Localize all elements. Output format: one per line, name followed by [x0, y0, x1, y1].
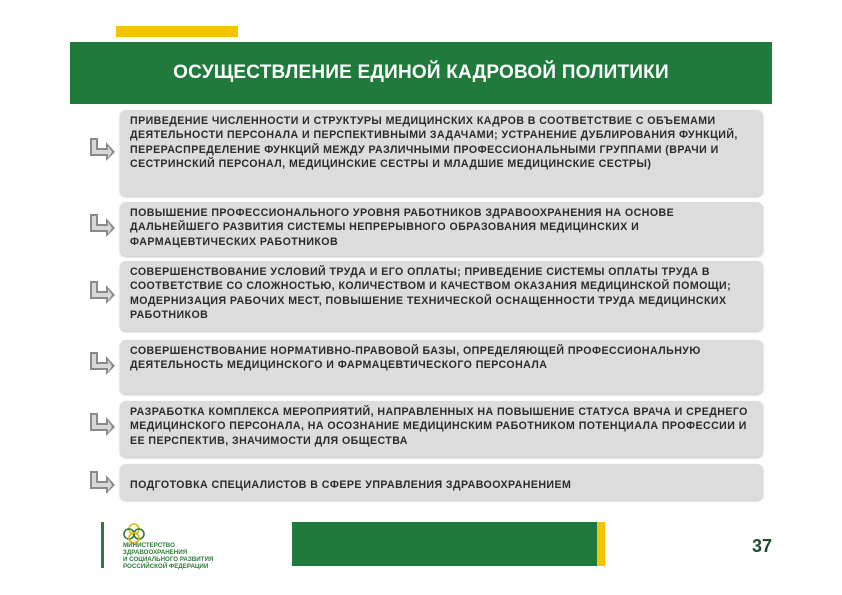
ministry-name	[123, 542, 293, 570]
item-text: ПОВЫШЕНИЕ ПРОФЕССИОНАЛЬНОГО УРОВНЯ РАБОТНИКОВ ЗДРАВООХРАНЕНИЯ НА ОСНОВЕ ДАЛЬНЕЙШЕГО РАЗВИТИЯ СИСТЕМЫ НЕПРЕРЫВНОГО ОБРАЗОВАНИЯ МЕДИЦИНСКИХ И ФАРМАЦЕВТИЧЕСКИХ РАБОТНИКОВ	[130, 207, 675, 248]
ministry-name-line: РОССИЙСКОЙ ФЕДЕРАЦИИ	[123, 563, 209, 570]
top-accent-bar	[116, 26, 238, 37]
bent-arrow-icon	[88, 212, 116, 238]
list-item	[88, 261, 763, 331]
page-number: 37	[752, 536, 773, 556]
bent-arrow-icon	[88, 136, 116, 162]
bent-arrow-icon	[88, 411, 116, 437]
list-item	[88, 340, 763, 394]
page-title: ОСУЩЕСТВЛЕНИЕ ЕДИНОЙ КАДРОВОЙ ПОЛИТИКИ	[173, 62, 669, 83]
item-text: СОВЕРШЕНСТВОВАНИЕ НОРМАТИВНО-ПРАВОВОЙ БАЗЫ, ОПРЕДЕЛЯЮЩЕЙ ПРОФЕССИОНАЛЬНУЮ ДЕЯТЕЛЬНОСТЬ МЕДИЦИНСКОГО И ФАРМАЦЕВТИЧЕСКОГО ПЕРСОНАЛА	[130, 345, 701, 372]
bent-arrow-icon	[88, 469, 116, 495]
bent-arrow-icon	[88, 279, 116, 305]
footer-band	[292, 522, 597, 566]
list-item	[88, 110, 763, 196]
list-item	[88, 464, 763, 500]
item-text: ПРИВЕДЕНИЕ ЧИСЛЕННОСТИ И СТРУКТУРЫ МЕДИЦИНСКИХ КАДРОВ В СООТВЕТСТВИЕ С ОБЪЕМАМИ ДЕЯТЕЛЬНОСТИ ПЕРСОНАЛА И ПЕРСПЕКТИВНЫМИ ЗАДАЧАМИ; УСТРАНЕНИЕ ДУБЛИРОВАНИЯ ФУНКЦИЙ, ПЕРЕРАСПРЕДЕЛЕНИЕ ФУНКЦИЙ МЕЖДУ РАЗЛИЧНЫМИ ПРОФЕССИОНАЛЬНЫМИ ГРУППАМИ (ВРАЧИ И СЕСТРИНСКИЙ ПЕРСОНАЛ, МЕДИЦИНСКИЕ СЕСТРЫ И МЛАДШИЕ МЕДИЦИНСКИЕ СЕСТРЫ)	[130, 115, 738, 171]
ministry-logo	[101, 522, 291, 568]
list-item	[88, 202, 763, 256]
title-banner	[70, 42, 772, 104]
list-item	[88, 401, 763, 457]
footer-accent-bar	[597, 522, 605, 566]
ministry-name-line: И СОЦИАЛЬНОГО РАЗВИТИЯ	[123, 556, 214, 563]
ministry-name-line: ЗДРАВООХРАНЕНИЯ	[123, 549, 188, 556]
item-text: СОВЕРШЕНСТВОВАНИЕ УСЛОВИЙ ТРУДА И ЕГО ОПЛАТЫ; ПРИВЕДЕНИЕ СИСТЕМЫ ОПЛАТЫ ТРУДА В СООТВЕТСТВИЕ СО СЛОЖНОСТЬЮ, КОЛИЧЕСТВОМ И КАЧЕСТВОМ ОКАЗАНИЯ МЕДИЦИНСКОЙ ПОМОЩИ; МОДЕРНИЗАЦИЯ РАБОЧИХ МЕСТ, ПОВЫШЕНИЕ ТЕХНИЧЕСКОЙ ОСНАЩЕННОСТИ ТРУДА МЕДИЦИНСКИХ РАБОТНИКОВ	[130, 266, 732, 322]
ministry-name-line: МИНИСТЕРСТВО	[123, 542, 175, 549]
bent-arrow-icon	[88, 350, 116, 376]
item-text: ПОДГОТОВКА СПЕЦИАЛИСТОВ В СФЕРЕ УПРАВЛЕНИЯ ЗДРАВООХРАНЕНИЕМ	[130, 479, 572, 491]
item-text: РАЗРАБОТКА КОМПЛЕКСА МЕРОПРИЯТИЙ, НАПРАВЛЕННЫХ НА ПОВЫШЕНИЕ СТАТУСА ВРАЧА И СРЕДНЕГО МЕДИЦИНСКОГО ПЕРСОНАЛА, НА ОСОЗНАНИЕ МЕДИЦИНСКИМ РАБОТНИКОМ ПОТЕНЦИАЛА ПРОФЕССИИ И ЕЕ ПЕРСПЕКТИВ, ЗНАЧИМОСТИ ДЛЯ ОБЩЕСТВА	[130, 406, 748, 447]
